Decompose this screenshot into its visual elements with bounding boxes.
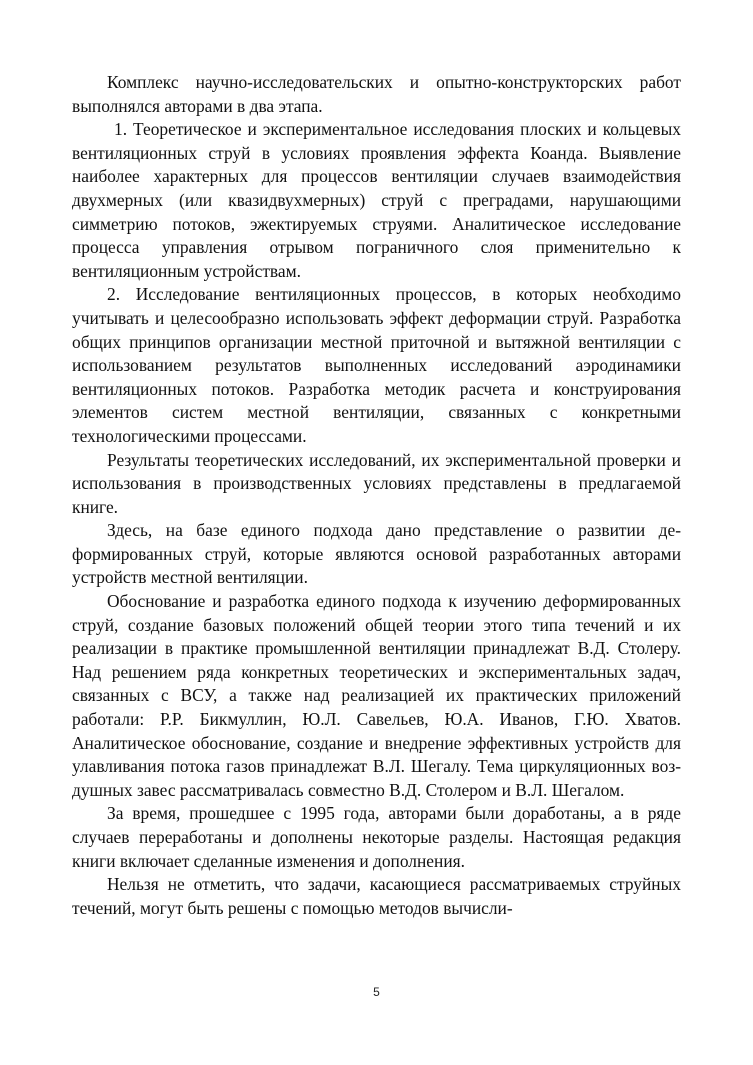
paragraph-contributors: Обоснование и разработка единого подхода к изучению деформированных струй, создание базовых положений общей теории этого типа течений и их реализации в практике промышленной вентиляции принадлежат В.Д. Столеру. Над решением ряда конкретных теоретических и экспериментальных задач, связанных с ВСУ, а также над реализацией их практических приложений работали: Р.Р. Бикмуллин, Ю.Л. Савельев, Ю.А. Иванов, Г.Ю. Хватов. Аналитическое обоснование, создание и внедрение эффективных устройств для улавливания потока газов принадлежат В.Л. Шегалу. Тема циркуляционных воздушных завес рассматривалась совместно В.Д. Столером и В.Л. Шегалом. [72,591,681,800]
paragraph-revisions: За время, прошедшее с 1995 года, авторами были доработаны, а в ряде случаев переработаны и дополнены некоторые разделы. Настоящая редакция книги включает сделанные изменения и дополнения. [72,803,681,871]
paragraph-intro: Комплекс научно-исследовательских и опытно-конструкторских работ выполнялся авторами в два этапа. [72,72,681,116]
paragraph-stage-2: 2. Исследование вентиляционных процессов, в которых необходимо учитывать и целесообразно использовать эффект деформации струй. Разработка общих принципов организации местной приточной и вытяжной вентиляции с использованием результатов выполненных исследований аэродинамики вентиляционных потоков. Разработка методик расчета и конструирования элементов систем местной вентиляции, связанных с конкретными технологическими процессами. [72,284,681,446]
page-number: 5 [373,985,380,999]
page-body [72,71,681,920]
paragraph-numerical-methods: Нельзя не отметить, что задачи, касающиеся рассматриваемых струйных течений, могут быть решены с помощью методов вычисли- [72,874,681,918]
paragraph-stage-1: 1. Теоретическое и экспериментальное исследования плоских и кольцевых вентиляционных струй в условиях проявления эффекта Коанда. Выявление наиболее характерных для процессов вентиляции случаев взаимодействия двухмерных (или квазидвухмерных) струй с преградами, нарушающими симметрию потоков, эжектируемых струями. Аналитическое исследование процесса управления отрывом пограничного слоя применительно к вентиляционным устройствам. [72,119,681,281]
paragraph-results: Результаты теоретических исследований, их экспериментальной проверки и использования в производственных условиях представлены в предлагаемой книге. [72,449,681,517]
paragraph-approach: Здесь, на базе единого подхода дано представление о развитии деформированных струй, которые являются основой разработанных авторами устройств местной вентиляции. [72,520,681,588]
